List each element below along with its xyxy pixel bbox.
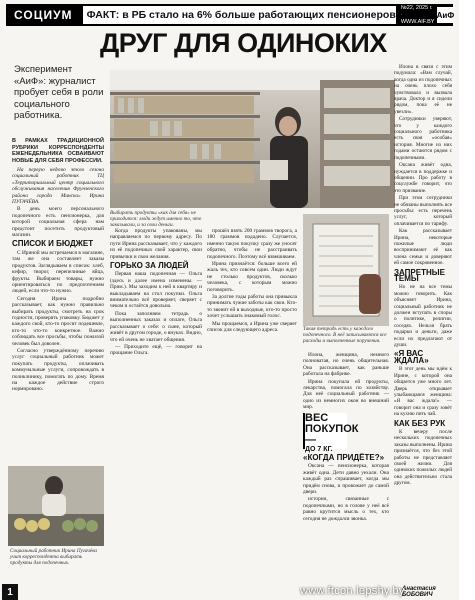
paragraph: Сегодня Ирина подробно рассказывает, как нужно правильно выбирать продукты, смотреть на срок годности, проверять упаковку. Бюджет у каждого свой, кто-то просит подешевле, кто-то что-то конкретное. Важно соблюдать все просьбы, чтобы пожилой человек был доволен. [12, 295, 104, 347]
paragraph: Илона, женщина, немного полноватая, но очень общительная. Она рассказывает, как раньше работала на фабрике. [303, 352, 389, 378]
subheading: КАК БЕЗ РУК [394, 418, 446, 428]
top-photo-caption: Выбирать продукты «как для себя» не приходится: люди ждут именно то, что заказывали, и за свои деньги. [110, 210, 202, 229]
article-column-5 [303, 352, 389, 410]
left-photo-caption: Социальный работник Ирина Пугачёва учит корреспондента выбирать продукты для подопечных. [10, 548, 98, 567]
notebook-photo [303, 214, 389, 326]
paragraph: Ирина покупала ей продукты, лекарства, помогала по хозяйству. Для неё социальный работник — одно из немногих окон во внешний мир. [303, 378, 389, 411]
section-rubric: СОЦИУМ [6, 8, 81, 22]
paragraph: Илона в связи с этим подумала: «Вам случай, когда одна из подопечных на очень плохо себя чувствовала и вызвала врача. Доктор и я сидели рядом, пока её не увезли». [394, 64, 452, 115]
paragraph: Первая наша подопечная — Ольга (здесь и далее имена изменены. — Прим.). Мы заходим к ней в квартиру и выкладываем на стол покупки. Ольга внимательно всё проверяет, сверяет с чеком и остаётся довольна. [110, 271, 202, 310]
paragraph: За долгие годы работы она привыкла принимать чужие заботы как свои. Кто-то звонит ей в выходные, кто-то просто хочет услышать знакомый голос. [207, 294, 297, 320]
paragraph: В день моего персонального подопечного есть пенсионерка, для которой социальная сфера нам предстоит посетить продуктовый магазин. [12, 206, 104, 239]
paragraph: Но не на все темы можно говорить. Как объясняет Ирина, социальный работник не должен вступать в споры о политике, религии, соседях. Нельзя брать подарки и деньги, даже если их предлагают от души. [394, 284, 452, 349]
paragraph: Сотрудники уверяют, что у каждого социального работника есть своя «особая» история. Многие из них годами остаются рядом с подопечными. [394, 116, 452, 161]
paragraph: Когда продукты упакованы, мы направляемся по первому адресу. По пути Ирина рассказывает, что у каждого из её подопечных свой характер, свои привычки и свои желания. [110, 228, 202, 260]
paragraph: Согласно утверждённому перечню услуг социальный работник может покупать продукты, оплачивать коммунальные услуги, сопровождать в поликлинику, помогать по дому. Время на каждое действие строго нормировано. [12, 347, 104, 393]
subheading: СПИСОК И БЮДЖЕТ [12, 239, 94, 249]
paragraph: Оксана — пенсионерка, которая живёт одна. Дети давно уехали. Она каждый раз спрашивает, когда мы придём снова, и провожает до самой двери. [303, 463, 389, 496]
paragraph: Пока заполняем тетрадь о выполненных заказах и оплате, Ольга рассказывает о себе: о сыне, который живёт в другом городе, о внуках. Видно, что ей очень не хватает общения. [110, 310, 202, 343]
callout-line-1: ВЕС ПОКУПОК — [305, 412, 359, 446]
subheading: «Я ВАС ЖДАЛА» [394, 349, 429, 365]
subheading: «КОГДА ПРИДЁТЕ?» [303, 453, 385, 462]
article-column-6 [394, 64, 452, 584]
issue-meta: №22, 2025 г. · WWW.AIF.BY [400, 4, 435, 25]
section-header-bar [6, 4, 469, 26]
paragraph: При этом сотрудники не обязаны выполнять все просьбы: есть перечень услуг, который оплачивается по тарифу. [394, 195, 452, 227]
fruit-counter-photo [8, 466, 104, 546]
article-column-2 [110, 228, 202, 582]
paragraph: Как рассказывает Ирина, некоторые пожилые люди воспринимают её как члена семьи и доверяют ей самое сокровенное. [394, 228, 452, 267]
supermarket-photo-illustration [110, 70, 395, 208]
callout-line-2: ДО 7 КГ. [305, 446, 333, 453]
weight-callout [303, 412, 359, 453]
paragraph: Мы прощаемся, а Ирина уже сверяет список для следующего адреса. [207, 320, 297, 334]
paragraph: В этот день мы идём к Ирине, с которой она общается уже много лет. Дверь открывает улыбающаяся женщина: «Я вас ждала!» — говорит она и сразу зовёт на кухню пить чай. [394, 366, 452, 418]
paragraph: — Приходите ещё, — говорит на прощание Ольга. [110, 343, 202, 357]
author-byline: Анастасия БОБОВИЧ [402, 586, 436, 598]
paragraph: истории, связанные с подопечными, но в голове у неё всё равно крутится мысль о тех, кто сегодня не дождался звонка. [303, 496, 389, 522]
paragraph: К вечеру после нескольких подопечных заказы выполнены. Ирина признаётся, что без этой работы не представляет своей жизни. Для одиноких пожилых людей она действительно стала другом. [394, 428, 452, 487]
mid-photo-caption: Такая тетрадь есть у каждого подопечного. В неё записываются все расходы и выполненные поручения. [303, 326, 387, 345]
watermark-url: www.ftcon.lepshy.by [300, 585, 405, 597]
aif-logo: АиФ [437, 7, 453, 23]
supermarket-photo [110, 70, 395, 208]
paragraph: С Ириной мы встречаемся в магазине, там же она составляет заказы продуктов. Заглядываем в список: хлеб, кефир, творог, перепелиные яйца, фрукты. Выбираем товары, нужно ориентироваться по предпочтениям людей, если что-то нужно. [12, 249, 104, 295]
paragraph: прошёл взять 200 граммов творога, а 180 граммов подадено. Случается, именно такую покупку сразу же уносят обратно, чтобы не расстраивать подопечного. Поэтому всё взвешиваем. [207, 228, 297, 260]
article-column-1 [12, 138, 104, 464]
article-lead: Эксперимент «АиФ»: журналист пробует себя в роли социального работника. [14, 64, 104, 121]
page-tag: 1 [2, 584, 18, 600]
subheading: ГОРЬКО ЗА ЛЮДЕЙ [110, 261, 189, 271]
paragraph: На первую неделю этого сезона социальный работник ТЦ «Территориальный центр социального обслуживания населения Фрунзенского района города Минска» Ирина ПУГАЧЁВА. [12, 167, 104, 206]
subheading: ЗАПРЕТНЫЕ ТЕМЫ [394, 267, 445, 283]
article-column-4-body [303, 452, 389, 582]
article-headline: ДРУГ ДЛЯ ОДИНОКИХ [100, 28, 387, 58]
paragraph: Оксана живёт одна, нуждается в поддержке и общении. Про работу в соцслужбе говорит, что это призвание. [394, 162, 452, 194]
article-column-3 [207, 228, 297, 582]
fact-banner: ФАКТ: в РБ стало на 6% больше работающих пенсионеров [83, 6, 396, 24]
rubric-note: В РАМКАХ ТРАДИЦИОННОЙ РУБРИКИ КОРРЕСПОНДЕНТЫ ЕЖЕНЕДЕЛЬНИКА ОСВАИВАЮТ НОВЫЕ ДЛЯ СЕБЯ ПРОФЕССИИ. [12, 138, 104, 164]
notebook-illustration [303, 214, 389, 326]
fruit-counter-illustration [8, 466, 104, 546]
paragraph: Ирина признаётся: больше всего ей жаль тех, кто совсем один. Люди ждут не столько продуктов, сколько человека, с которым можно поговорить. [207, 261, 297, 293]
page-number: 5 [461, 7, 469, 23]
